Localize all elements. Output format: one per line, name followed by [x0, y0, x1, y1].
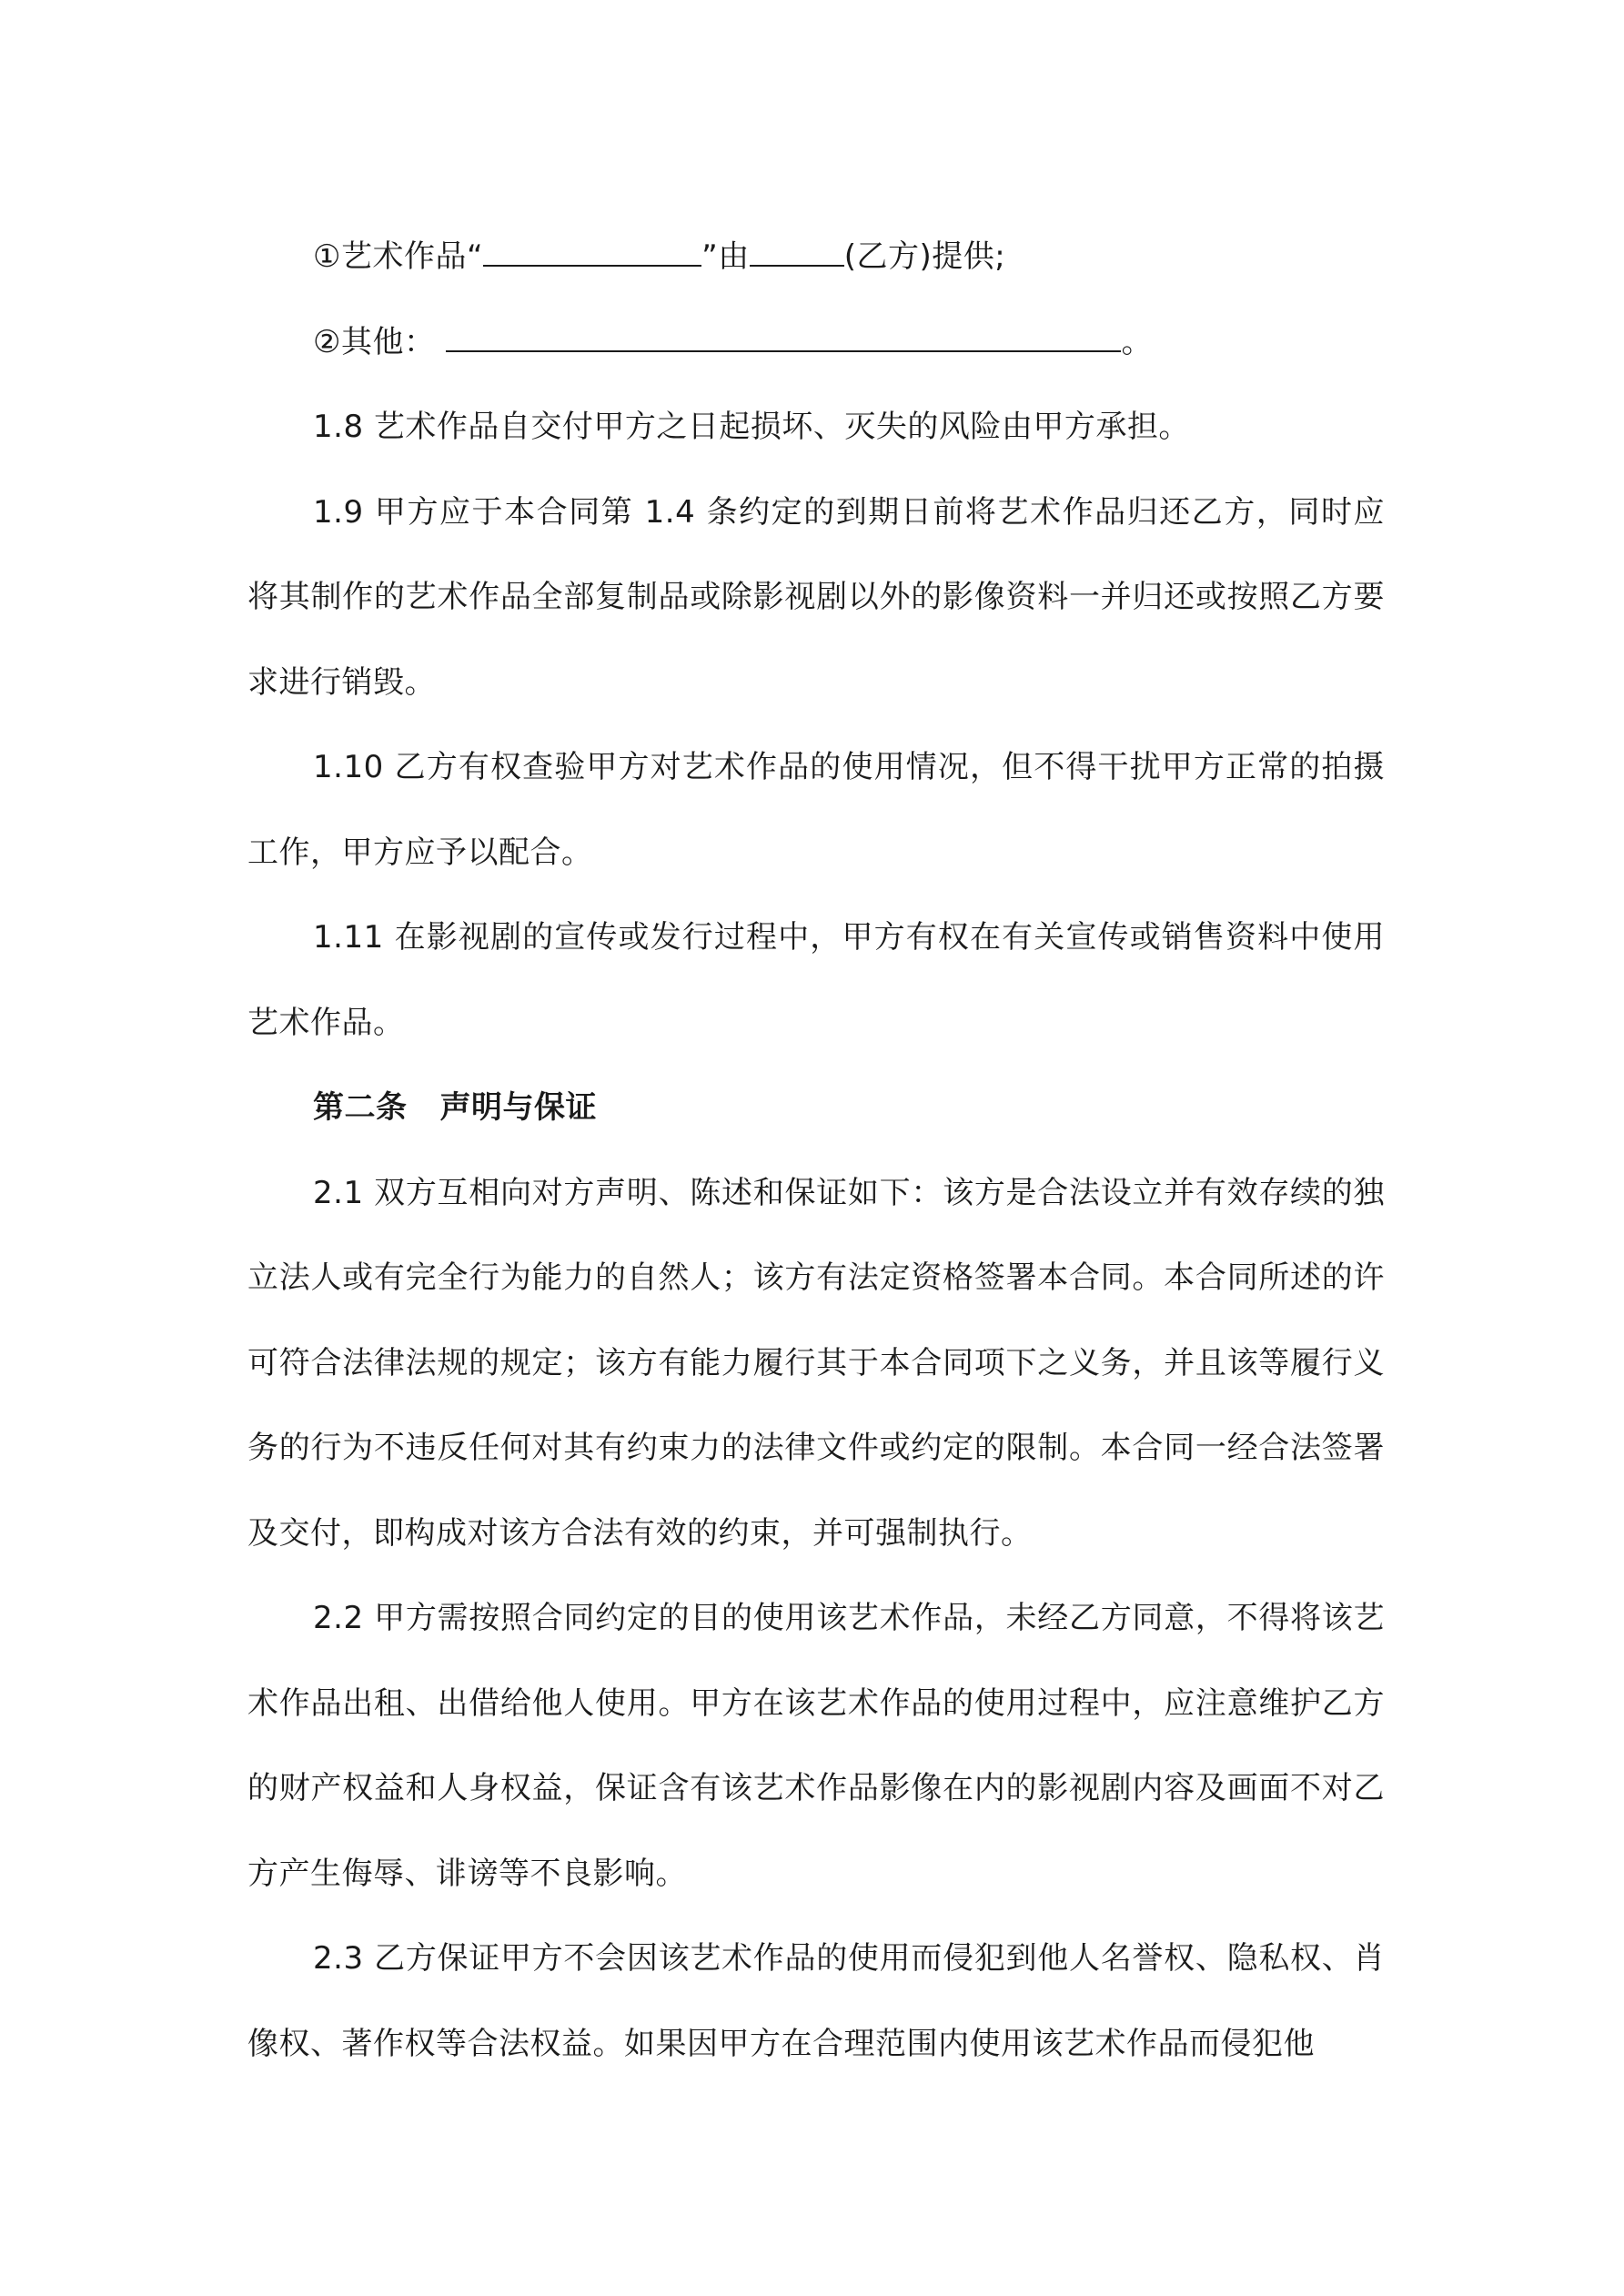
artwork-name-blank[interactable]	[483, 238, 701, 267]
clause-2-2: 2.2 甲方需按照合同约定的目的使用该艺术作品，未经乙方同意，不得将该艺术作品出租、出借给他人使用。甲方在该艺术作品的使用过程中，应注意维护乙方的财产权益和人身权益，保证含有该艺术作品影像在内的影视剧内容及画面不对乙方产生侮辱、诽谤等不良影响。	[247, 1600, 1385, 1892]
other-blank[interactable]	[446, 323, 1121, 352]
item-1-middle: ”由	[701, 238, 750, 275]
clause-item-1	[247, 215, 1385, 300]
article-2-heading	[247, 1066, 1385, 1151]
clause-1-8: 1.8 艺术作品自交付甲方之日起损坏、灭失的风险由甲方承担。	[313, 409, 1190, 445]
document-body	[247, 215, 1385, 2087]
article-number: 第二条	[313, 1089, 408, 1126]
item-1-prefix: ①艺术作品“	[313, 238, 484, 275]
clause-2-3: 2.3 乙方保证甲方不会因该艺术作品的使用而侵犯到他人名誉权、隐私权、肖像权、著作权等合法权益。如果因甲方在合理范围内使用该艺术作品而侵犯他	[247, 1940, 1385, 2062]
clause-item-2	[247, 300, 1385, 386]
item-2-prefix: ②其他：	[313, 323, 436, 360]
item-1-suffix: (乙方)提供;	[843, 238, 1006, 275]
provider-blank[interactable]	[750, 238, 844, 267]
article-title: 声明与保证	[439, 1089, 597, 1126]
clause-1-9: 1.9 甲方应于本合同第 1.4 条约定的到期日前将艺术作品归还乙方，同时应将其制作的艺术作品全部复制品或除影视剧以外的影像资料一并归还或按照乙方要求进行销毁。	[247, 493, 1385, 701]
item-2-suffix: 。	[1121, 323, 1153, 360]
clause-1-11: 1.11 在影视剧的宣传或发行过程中，甲方有权在有关宣传或销售资料中使用艺术作品。	[247, 919, 1385, 1041]
clause-2-1: 2.1 双方互相向对方声明、陈述和保证如下：该方是合法设立并有效存续的独立法人或有完全行为能力的自然人；该方有法定资格签署本合同。本合同所述的许可符合法律法规的规定；该方有能力履行其于本合同项下之义务，并且该等履行义务的行为不违反任何对其有约束力的法律文件或约定的限制。本合同一经合法签署及交付，即构成对该方合法有效的约束，并可强制执行。	[247, 1174, 1385, 1552]
clause-1-10: 1.10 乙方有权查验甲方对艺术作品的使用情况，但不得干扰甲方正常的拍摄工作，甲方应予以配合。	[247, 749, 1385, 871]
